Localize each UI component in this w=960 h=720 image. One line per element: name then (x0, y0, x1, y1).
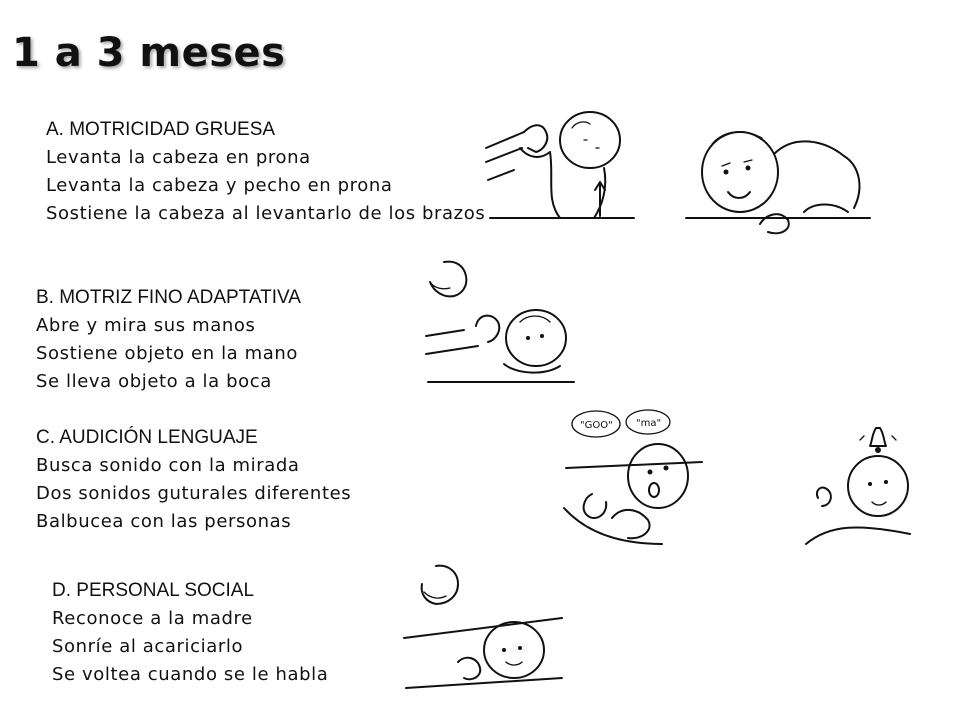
list-item: Levanta la cabeza y pecho en prona (46, 175, 393, 196)
section-heading: D. PERSONAL SOCIAL (52, 580, 255, 601)
section-motricidad-gruesa (46, 116, 485, 228)
section-audicion-lenguaje (36, 424, 351, 536)
list-item: Abre y mira sus manos (36, 315, 256, 336)
list-item: Busca sonido con la mirada (36, 455, 300, 476)
section-personal-social (52, 577, 328, 689)
illustration-baby-lifted-by-arms (484, 88, 640, 228)
illustration-baby-looks-at-hands (424, 252, 584, 388)
slide-title: 1 a 3 meses (12, 30, 286, 76)
speech-bubble-ma-text: "ma" (636, 418, 662, 429)
list-item: Se voltea cuando se le habla (52, 664, 329, 685)
speech-bubble-goo-text: "GOO" (580, 420, 613, 431)
section-heading: B. MOTRIZ FINO ADAPTATIVA (36, 287, 301, 308)
illustration-baby-turns-to-voice (402, 558, 568, 692)
illustration-baby-prone-head-up (684, 84, 874, 248)
list-item: Sonríe al acariciarlo (52, 636, 244, 657)
list-item: Levanta la cabeza en prona (46, 147, 311, 168)
list-item: Sostiene la cabeza al levantarlo de los brazos (46, 203, 486, 224)
list-item: Dos sonidos guturales diferentes (36, 483, 352, 504)
illustration-baby-babbling (562, 398, 710, 548)
section-heading: A. MOTRICIDAD GRUESA (46, 119, 276, 140)
section-motriz-fino-adaptativa (36, 284, 301, 396)
list-item: Se lleva objeto a la boca (36, 371, 272, 392)
list-item: Sostiene objeto en la mano (36, 343, 299, 364)
list-item: Reconoce a la madre (52, 608, 253, 629)
list-item: Balbucea con las personas (36, 511, 292, 532)
illustration-baby-bell-sound (800, 424, 918, 548)
section-heading: C. AUDICIÓN LENGUAJE (36, 427, 258, 448)
